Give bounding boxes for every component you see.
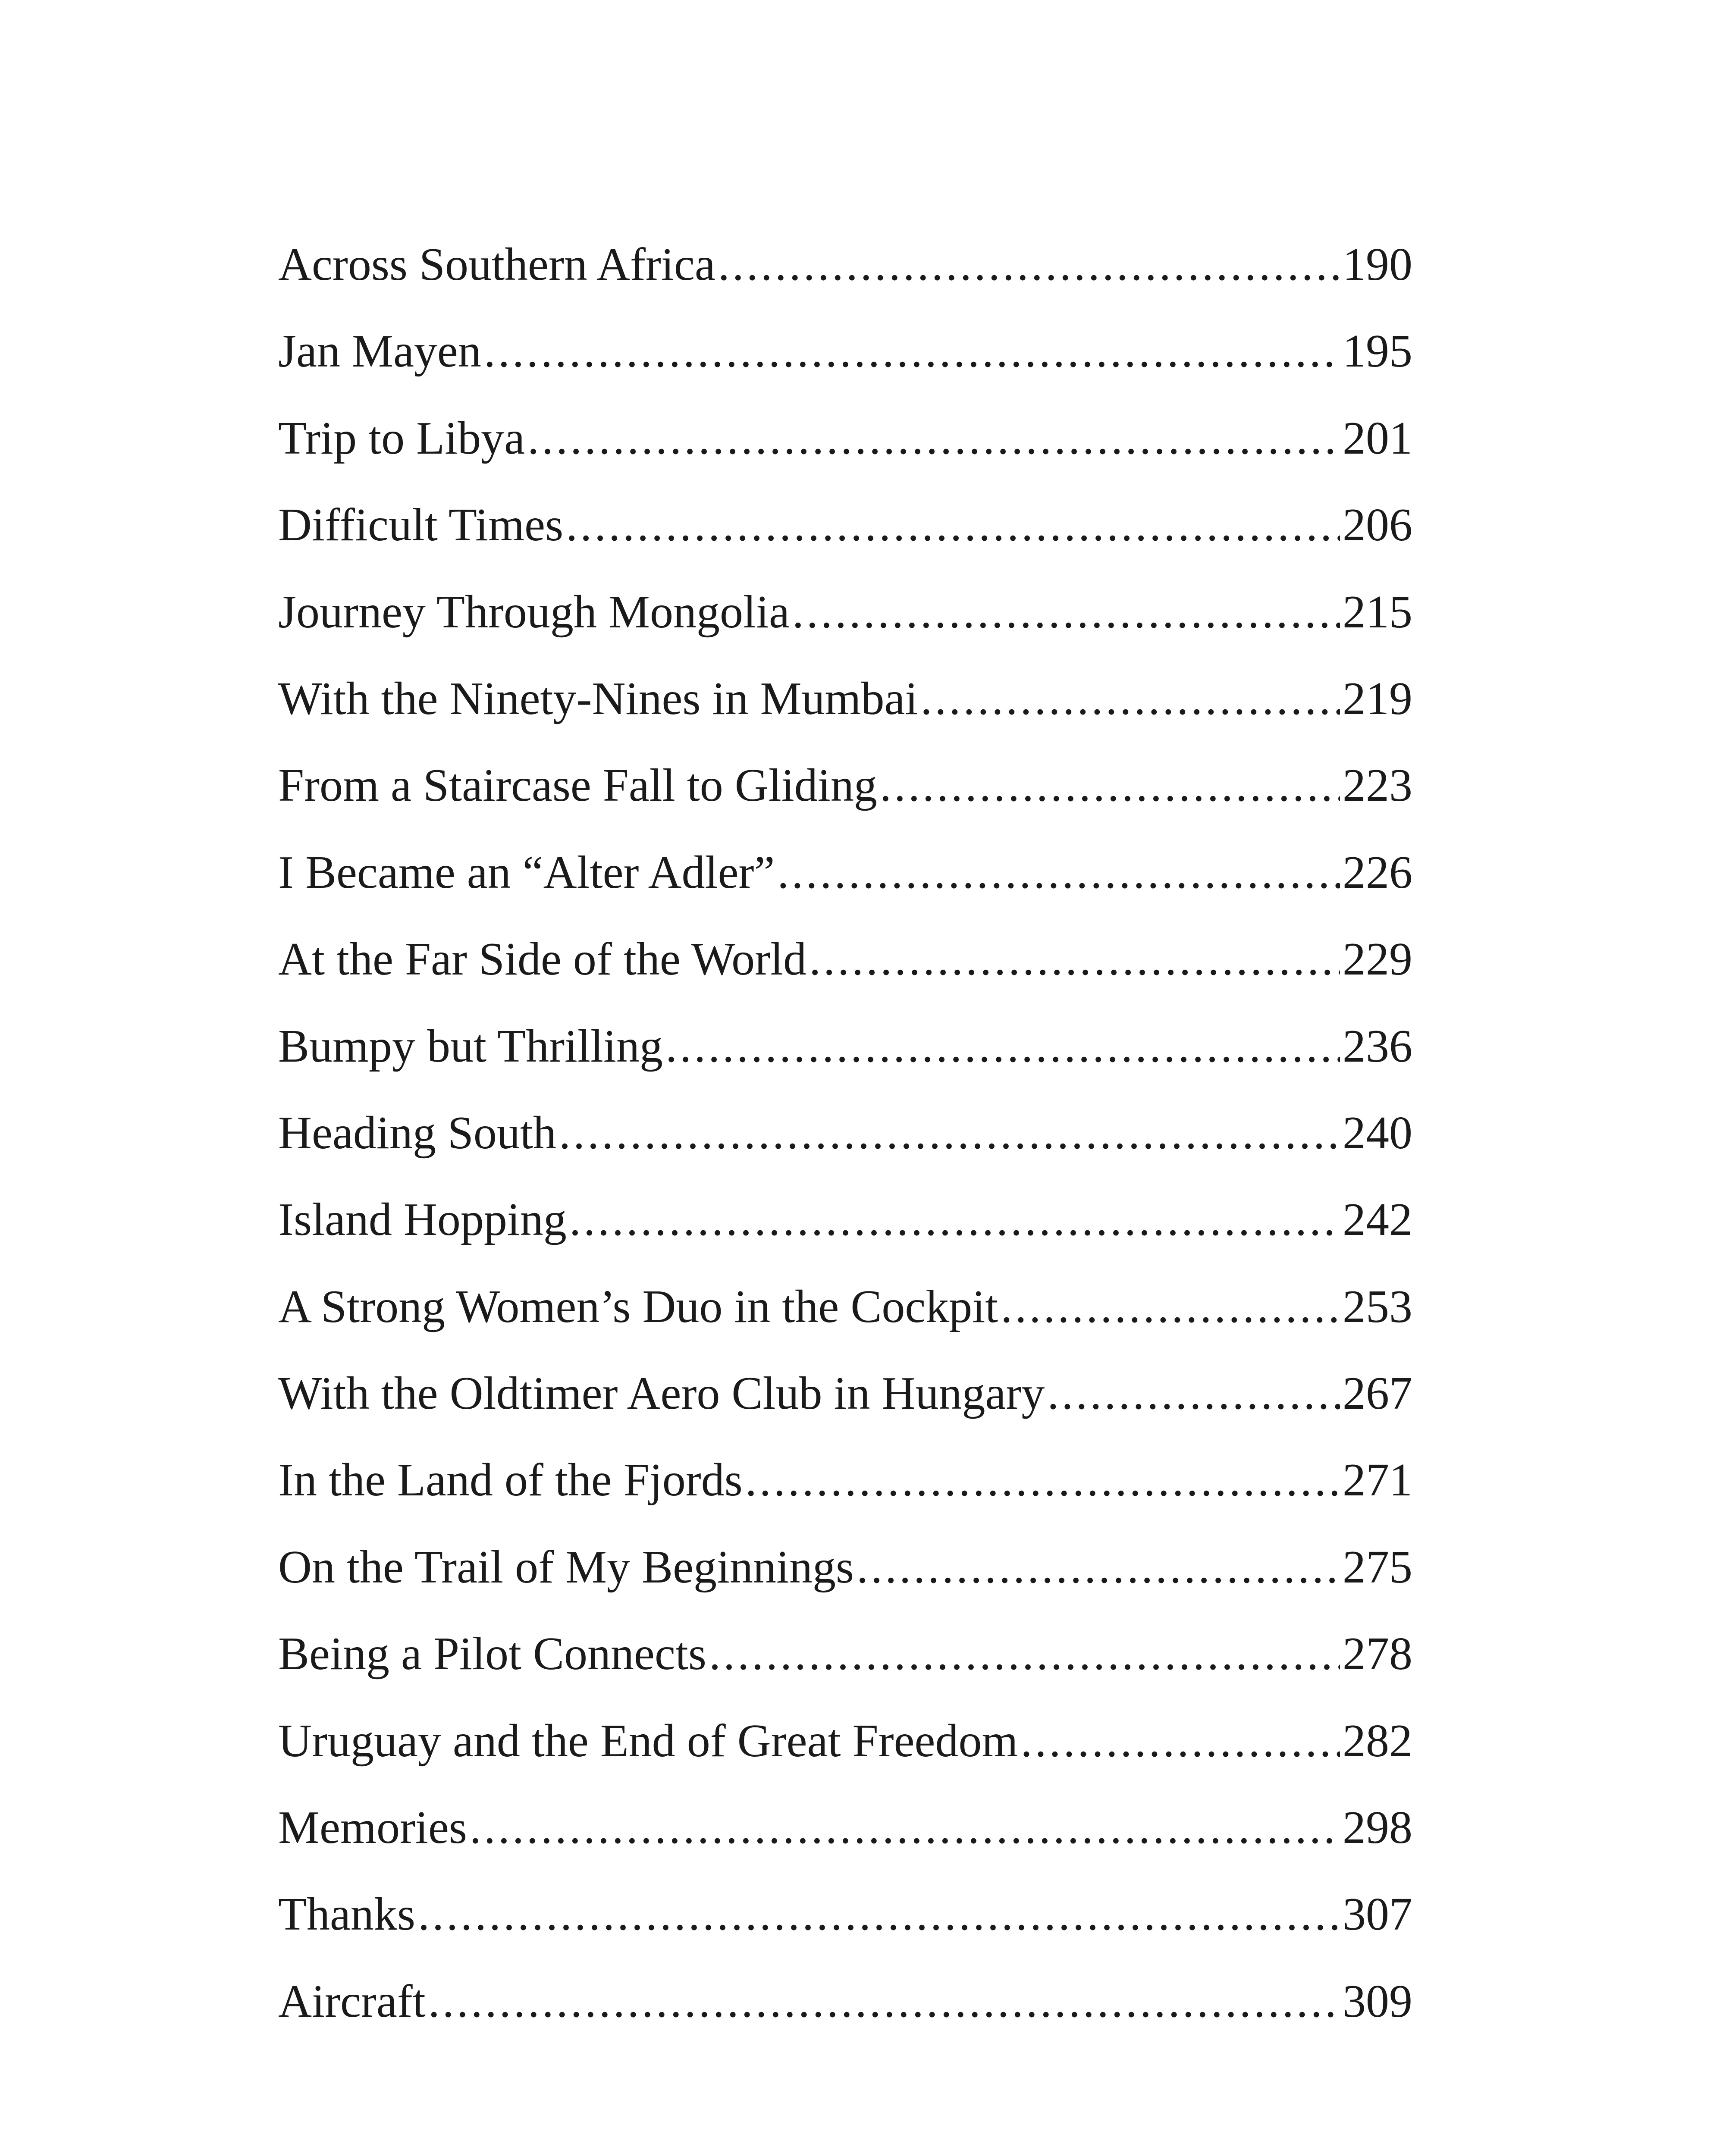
toc-entry [278,586,1412,676]
toc-entry-page: 298 [1343,1802,1412,1854]
toc-entry-title: Heading South [278,1107,556,1159]
toc-entry-title: At the Far Side of the World [278,934,807,985]
toc-entry-title: On the Trail of My Beginnings [278,1541,854,1593]
toc-entry [278,1628,1412,1717]
table-of-contents [278,241,1412,2065]
toc-entry-title: With the Ninety-Nines in Mumbai [278,673,918,724]
toc-entry [278,499,1412,589]
toc-dot-leader [809,936,1340,983]
toc-entry-page: 309 [1343,1975,1412,2027]
toc-dot-leader [470,1805,1340,1851]
toc-dot-leader [1047,1370,1340,1417]
toc-entry-title: From a Staircase Fall to Gliding [278,760,877,812]
toc-entry [278,1541,1412,1631]
toc-entry-page: 215 [1343,586,1412,638]
toc-entry [278,328,1412,415]
toc-entry-title: I Became an “Alter Adler” [278,846,775,898]
toc-entry-page: 240 [1343,1107,1412,1159]
toc-entry [278,846,1412,936]
toc-entry [278,412,1412,502]
toc-entry-title: In the Land of the Fjords [278,1454,743,1506]
toc-dot-leader [418,1891,1340,1938]
toc-dot-leader [1020,1718,1340,1764]
toc-entry-page: 282 [1343,1715,1412,1767]
toc-entry-page: 307 [1343,1889,1412,1940]
toc-entry-title: Across Southern Africa [278,239,715,290]
toc-dot-leader [777,849,1340,896]
toc-entry [278,1454,1412,1544]
toc-dot-leader [665,1023,1340,1070]
toc-entry-page: 206 [1343,499,1412,551]
toc-entry-title: Journey Through Mongolia [278,586,790,638]
toc-entry-title: Trip to Libya [278,412,525,464]
toc-entry-page: 236 [1343,1020,1412,1072]
toc-entry [278,762,1412,849]
toc-entry [278,1802,1412,1891]
toc-dot-leader [566,502,1340,548]
toc-entry [278,1107,1412,1197]
toc-entry-page: 219 [1343,673,1412,724]
toc-dot-leader [1001,1284,1340,1330]
toc-entry [278,936,1412,1023]
toc-dot-leader [428,1978,1340,2025]
toc-entry [278,673,1412,762]
toc-entry-title: With the Oldtimer Aero Club in Hungary [278,1368,1045,1420]
toc-dot-leader [718,241,1340,288]
toc-entry-page: 201 [1343,412,1412,464]
toc-entry-title: Memories [278,1802,467,1854]
toc-entry-title: Being a Pilot Connects [278,1628,706,1680]
toc-dot-leader [857,1544,1340,1591]
toc-dot-leader [559,1110,1340,1156]
toc-entry-page: 229 [1343,934,1412,985]
toc-dot-leader [880,762,1340,809]
toc-dot-leader [920,676,1340,722]
toc-entry-page: 226 [1343,846,1412,898]
toc-entry-title: Island Hopping [278,1194,567,1246]
toc-entry [278,1194,1412,1283]
toc-entry-page: 223 [1343,760,1412,812]
toc-entry-page: 242 [1343,1194,1412,1246]
toc-entry [278,1020,1412,1110]
toc-entry [278,1715,1412,1805]
toc-dot-leader [792,589,1340,636]
toc-dot-leader [709,1631,1340,1677]
toc-entry-page: 275 [1343,1541,1412,1593]
toc-entry-title: Difficult Times [278,499,564,551]
toc-entry [278,1975,1412,2065]
toc-entry-page: 271 [1343,1454,1412,1506]
toc-entry [278,1891,1412,1978]
toc-entry-title: Aircraft [278,1975,426,2027]
toc-entry-page: 190 [1343,239,1412,290]
toc-entry [278,1281,1412,1370]
toc-dot-leader [569,1197,1340,1243]
toc-dot-leader [527,415,1340,462]
toc-entry-page: 278 [1343,1628,1412,1680]
toc-entry-page: 195 [1343,326,1412,377]
toc-entry-title: Jan Mayen [278,326,481,377]
toc-dot-leader [484,328,1340,375]
toc-entry [278,1370,1412,1457]
toc-entry-title: Bumpy but Thrilling [278,1020,663,1072]
toc-entry-title: Thanks [278,1889,415,1940]
toc-entry-title: Uruguay and the End of Great Freedom [278,1715,1018,1767]
toc-entry-title: A Strong Women’s Duo in the Cockpit [278,1281,998,1332]
toc-entry-page: 267 [1343,1368,1412,1420]
toc-entry [278,241,1412,328]
toc-dot-leader [745,1457,1340,1504]
toc-entry-page: 253 [1343,1281,1412,1332]
